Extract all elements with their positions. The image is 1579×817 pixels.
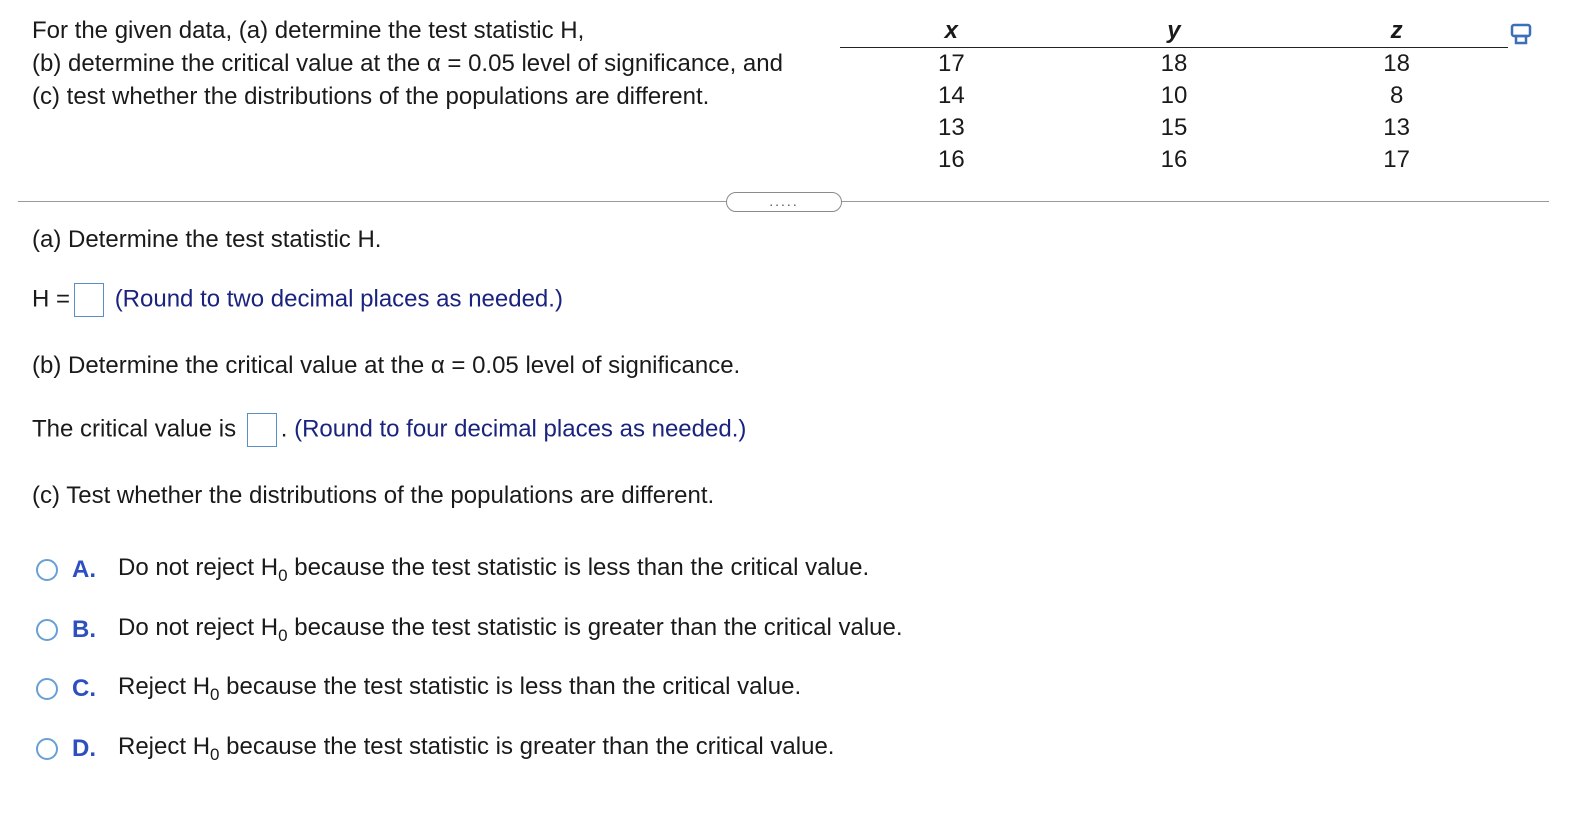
part-c-prompt: (c) Test whether the distributions of the populations are different. xyxy=(32,482,715,509)
critical-value-label: The critical value is xyxy=(32,415,237,443)
option-d[interactable] xyxy=(36,733,834,765)
column-header-z: z xyxy=(1285,14,1508,48)
table-cell: 14 xyxy=(937,82,965,109)
radio-b[interactable] xyxy=(36,619,58,641)
table-cell: 17 xyxy=(937,50,965,77)
problem-line-2: (b) determine the critical value at the α = 0.05 level of significance, and xyxy=(32,50,783,77)
data-table xyxy=(840,14,1508,176)
table-row xyxy=(840,48,1508,81)
option-c-letter: C. xyxy=(72,675,96,702)
table-header-row xyxy=(840,14,1508,48)
option-b[interactable] xyxy=(36,614,903,646)
option-a[interactable] xyxy=(36,554,869,586)
expand-toggle-button[interactable]: ..... xyxy=(726,192,842,212)
radio-a[interactable] xyxy=(36,559,58,581)
table-row xyxy=(840,80,1508,112)
table-row xyxy=(840,112,1508,144)
part-a-prompt: (a) Determine the test statistic H. xyxy=(32,226,382,253)
part-b-hint: (Round to four decimal places as needed.) xyxy=(294,415,747,443)
h-answer-input[interactable] xyxy=(74,283,104,317)
radio-d[interactable] xyxy=(36,738,58,760)
table-row xyxy=(840,144,1508,176)
table-cell: 16 xyxy=(937,146,965,173)
table-cell: 13 xyxy=(1383,114,1410,141)
critical-value-suffix: . xyxy=(280,415,288,443)
part-a-answer-line xyxy=(32,283,563,317)
problem-line-3: (c) test whether the distributions of the populations are different. xyxy=(32,83,710,110)
table-cell: 15 xyxy=(1160,114,1188,141)
option-b-letter: B. xyxy=(72,616,96,643)
option-c-text: Reject $H_0$ because the test statistic is less than the critical value. xyxy=(118,673,802,704)
table-cell: 13 xyxy=(937,114,965,141)
h-label: H = xyxy=(32,285,71,313)
table-cell: 18 xyxy=(1160,50,1188,77)
option-d-letter: D. xyxy=(72,735,96,762)
critical-value-input[interactable] xyxy=(247,413,277,447)
table-cell: 16 xyxy=(1160,146,1188,173)
option-a-letter: A. xyxy=(72,556,96,583)
option-a-text: Do not reject $H_0$ because the test statistic is less than the critical value. xyxy=(118,554,870,585)
part-b-answer-line xyxy=(32,413,746,447)
problem-line-1: For the given data, (a) determine the test statistic H, xyxy=(32,17,585,44)
column-header-y: y xyxy=(1063,14,1286,48)
part-a-hint: (Round to two decimal places as needed.) xyxy=(114,285,563,313)
radio-c[interactable] xyxy=(36,678,58,700)
option-c[interactable] xyxy=(36,673,801,705)
copy-data-icon[interactable] xyxy=(1510,22,1532,46)
table-cell: 17 xyxy=(1383,146,1410,173)
table-cell: 8 xyxy=(1389,82,1404,109)
table-cell: 10 xyxy=(1160,82,1188,109)
column-header-x: x xyxy=(840,14,1063,48)
problem-statement xyxy=(32,14,852,113)
table-cell: 18 xyxy=(1383,50,1410,77)
option-d-text: Reject $H_0$ because the test statistic is greater than the critical value. xyxy=(118,733,835,764)
option-b-text: Do not reject $H_0$ because the test statistic is greater than the critical value. xyxy=(118,614,903,645)
part-b-prompt: (b) Determine the critical value at the α = 0.05 level of significance. xyxy=(32,352,741,379)
